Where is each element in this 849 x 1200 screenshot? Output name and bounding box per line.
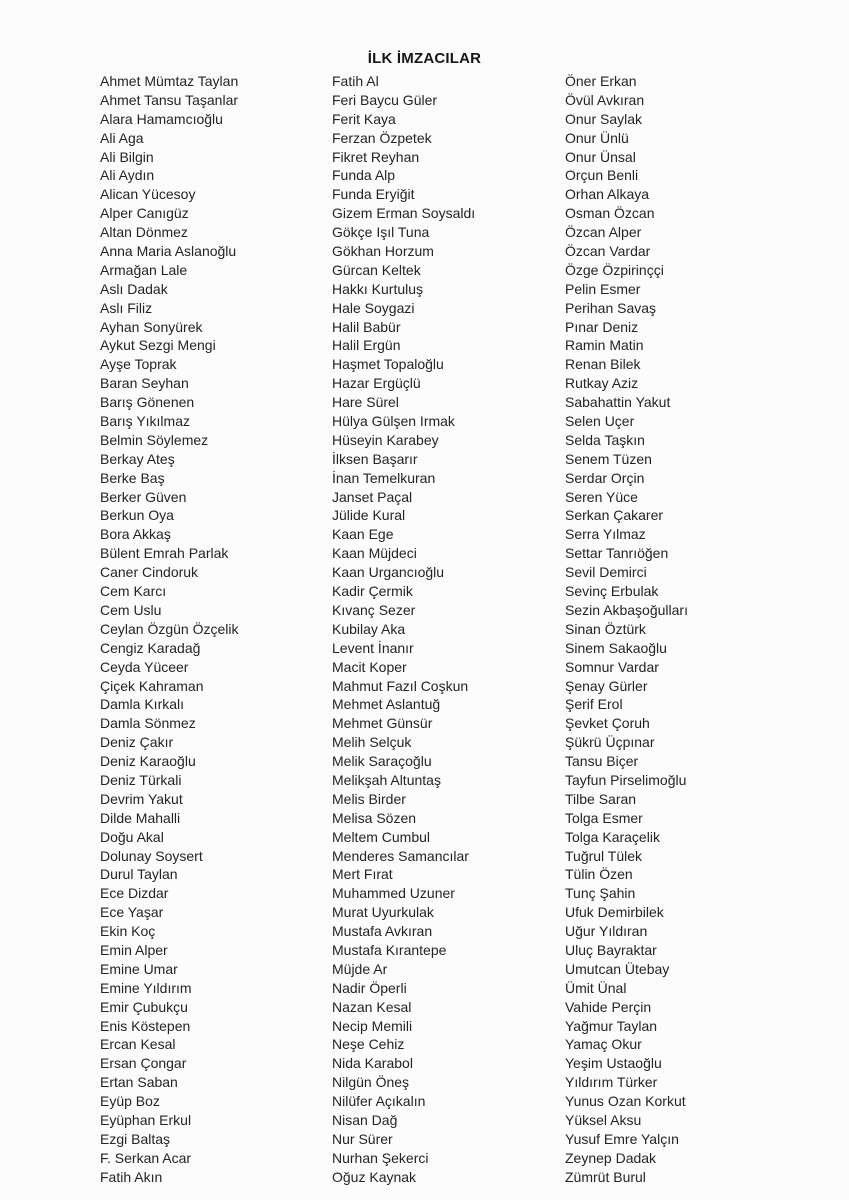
signatory-name: Gökçe Işıl Tuna: [332, 224, 430, 241]
signatory-name: Uğur Yıldıran: [565, 923, 648, 940]
signatory-name: Orhan Alkaya: [565, 186, 650, 203]
signatory-name: Ekin Koç: [100, 923, 156, 940]
signatory-name: Mahmut Fazıl Coşkun: [332, 677, 469, 694]
signatory-name: Barış Yıkılmaz: [100, 413, 190, 430]
signatory-name: Hazar Ergüçlü: [332, 375, 421, 392]
signatory-name: Özge Özpirinççi: [565, 261, 664, 278]
signatory-name: Şerif Erol: [565, 696, 623, 713]
signatory-name: Necip Memili: [332, 1017, 413, 1034]
signatory-name: Ceyda Yüceer: [100, 658, 189, 675]
signatory-name: Muhammed Uzuner: [332, 885, 455, 902]
signatory-name: Halil Ergün: [332, 337, 401, 354]
signatory-name: Sevinç Erbulak: [565, 583, 659, 600]
signatory-name: Gökhan Horzum: [332, 243, 434, 260]
signatory-name: Ertan Saban: [100, 1074, 178, 1091]
signatory-name: Kaan Ege: [332, 526, 394, 543]
signatory-name: Ceylan Özgün Özçelik: [100, 620, 239, 637]
signatory-name: Selda Taşkın: [565, 431, 645, 448]
signatory-name: Hüseyin Karabey: [332, 431, 439, 448]
signatory-name: Janset Paçal: [332, 488, 413, 505]
signatory-name: Yunus Ozan Korkut: [565, 1093, 686, 1110]
signatory-name: Orçun Benli: [565, 167, 639, 184]
signatory-name: Şevket Çoruh: [565, 715, 650, 732]
signatory-name: Yamaç Okur: [565, 1036, 642, 1053]
signatory-name: Berker Güven: [100, 488, 187, 505]
signatory-name: Alper Canıgüz: [100, 205, 189, 222]
signatory-name: Deniz Karaoğlu: [100, 753, 196, 770]
signatory-name: Barış Gönenen: [100, 394, 195, 411]
signatory-name: Rutkay Aziz: [565, 375, 639, 392]
signatory-name: Ferit Kaya: [332, 110, 396, 127]
signatory-name: Aslı Filiz: [100, 299, 153, 316]
signatory-name: Belmin Söylemez: [100, 431, 209, 448]
signatory-name: Eyüphan Erkul: [100, 1111, 192, 1128]
signatory-name: Zeynep Dadak: [565, 1149, 657, 1166]
signatory-name: Kadir Çermik: [332, 583, 413, 600]
signatory-name: Onur Saylak: [565, 110, 643, 127]
signatory-name: Nur Sürer: [332, 1130, 393, 1147]
signatory-name: Tuğrul Tülek: [565, 847, 643, 864]
signatory-name: Nilgün Öneş: [332, 1074, 410, 1091]
signatory-name: Tayfun Pirselimoğlu: [565, 771, 687, 788]
signatory-name: Levent İnanır: [332, 639, 414, 656]
signatory-name: Bülent Emrah Parlak: [100, 545, 229, 562]
signatory-name: Menderes Samancılar: [332, 847, 469, 864]
signatory-name: Hare Sürel: [332, 394, 399, 411]
signatory-name: Özcan Alper: [565, 224, 642, 241]
signatory-name: Övül Avkıran: [565, 91, 645, 108]
signatory-name: Sabahattin Yakut: [565, 394, 671, 411]
signatory-name: Sezin Akbaşoğulları: [565, 601, 688, 618]
signatory-name: Ece Yaşar: [100, 904, 164, 921]
signatory-name: Fikret Reyhan: [332, 148, 420, 165]
signatory-name: Mustafa Kırantepe: [332, 941, 447, 958]
signatories-column-2: [332, 72, 475, 1187]
signatory-name: Durul Taylan: [100, 866, 178, 883]
signatory-name: Yusuf Emre Yalçın: [565, 1130, 679, 1147]
page-title: İLK İMZACILAR: [367, 50, 482, 67]
signatory-name: Umutcan Ütebay: [565, 960, 670, 977]
signatory-name: Mustafa Avkıran: [332, 923, 433, 940]
signatory-name: Pınar Deniz: [565, 318, 639, 335]
signatory-name: Tunç Şahin: [565, 885, 636, 902]
signatory-name: Dolunay Soysert: [100, 847, 203, 864]
signatory-name: Ayhan Sonyürek: [100, 318, 203, 335]
signatory-name: Melis Birder: [332, 790, 406, 807]
signatory-name: Onur Ünlü: [565, 129, 629, 146]
signatory-name: Dilde Mahalli: [100, 809, 181, 826]
signatory-name: Yeşim Ustaoğlu: [565, 1055, 662, 1072]
signatory-name: Macit Koper: [332, 658, 407, 675]
signatory-name: Hale Soygazi: [332, 299, 415, 316]
signatory-name: Nida Karabol: [332, 1055, 413, 1072]
signatory-name: Bora Akkaş: [100, 526, 171, 543]
signatory-name: Çiçek Kahraman: [100, 677, 204, 694]
signatory-name: Cem Karcı: [100, 583, 167, 600]
signatory-name: Mert Fırat: [332, 866, 393, 883]
signatory-name: Nadir Öperli: [332, 979, 407, 996]
signatory-name: Tansu Biçer: [565, 753, 639, 770]
signatory-name: Renan Bilek: [565, 356, 641, 373]
signatory-name: Emir Çubukçu: [100, 998, 188, 1015]
signatory-name: Settar Tanrıöğen: [565, 545, 669, 562]
signatory-name: Tülin Özen: [565, 866, 633, 883]
signatory-name: Emin Alper: [100, 941, 168, 958]
signatory-name: Onur Ünsal: [565, 148, 636, 165]
signatory-name: Ufuk Demirbilek: [565, 904, 664, 921]
signatory-name: Anna Maria Aslanoğlu: [100, 243, 237, 260]
signatory-name: Kubilay Aka: [332, 620, 406, 637]
signatory-name: Ece Dizdar: [100, 885, 169, 902]
signatory-name: Ercan Kesal: [100, 1036, 176, 1053]
signatory-name: Ramin Matin: [565, 337, 644, 354]
signatory-name: Senem Tüzen: [565, 450, 652, 467]
signatory-name: Nilüfer Açıkalın: [332, 1093, 426, 1110]
signatory-name: Şükrü Üçpınar: [565, 734, 655, 751]
signatory-name: Sinan Öztürk: [565, 620, 646, 637]
signatory-name: Aykut Sezgi Mengi: [100, 337, 216, 354]
signatory-name: Müjde Ar: [332, 960, 388, 977]
signatory-name: Berke Baş: [100, 469, 165, 486]
signatory-name: Funda Eryiğit: [332, 186, 415, 203]
signatory-name: Enis Köstepen: [100, 1017, 191, 1034]
signatory-name: Zümrüt Burul: [565, 1168, 646, 1185]
signatory-name: Armağan Lale: [100, 261, 188, 278]
signatory-name: Şenay Gürler: [565, 677, 648, 694]
signatory-name: Ahmet Tansu Taşanlar: [100, 91, 239, 108]
signatory-name: Alara Hamamcıoğlu: [100, 110, 223, 127]
signatory-name: Emine Umar: [100, 960, 178, 977]
signatory-name: Deniz Türkali: [100, 771, 182, 788]
signatory-name: Deniz Çakır: [100, 734, 174, 751]
signatory-name: Serdar Orçin: [565, 469, 645, 486]
signatory-name: Gizem Erman Soysaldı: [332, 205, 476, 222]
signatory-name: Sevil Demirci: [565, 564, 647, 581]
signatories-column-1: [100, 72, 239, 1187]
signatory-name: Pelin Esmer: [565, 280, 641, 297]
signatory-name: Murat Uyurkulak: [332, 904, 434, 921]
signatory-name: Ali Aydın: [100, 167, 155, 184]
signatory-name: Öner Erkan: [565, 73, 637, 89]
signatory-name: Mehmet Günsür: [332, 715, 433, 732]
signatory-name: Özcan Vardar: [565, 243, 651, 260]
signatory-name: Selen Uçer: [565, 413, 635, 430]
signatory-name: Ali Bilgin: [100, 148, 154, 165]
signatory-name: Melisa Sözen: [332, 809, 417, 826]
signatory-name: Cengiz Karadağ: [100, 639, 201, 656]
signatory-name: Ersan Çongar: [100, 1055, 187, 1072]
signatory-name: Doğu Akal: [100, 828, 164, 845]
signatory-name: Hakkı Kurtuluş: [332, 280, 424, 297]
signatory-name: Kıvanç Sezer: [332, 601, 416, 618]
signatory-name: Funda Alp: [332, 167, 396, 184]
signatory-name: Damla Kırkalı: [100, 696, 185, 713]
signatory-name: Nazan Kesal: [332, 998, 412, 1015]
signatory-name: Vahide Perçin: [565, 998, 652, 1015]
signatory-name: Alican Yücesoy: [100, 186, 196, 203]
signatory-name: Yıldırım Türker: [565, 1074, 658, 1091]
signatory-name: Seren Yüce: [565, 488, 638, 505]
signatory-name: Sinem Sakaoğlu: [565, 639, 667, 656]
signatory-name: Cem Uslu: [100, 601, 162, 618]
signatory-name: Yağmur Taylan: [565, 1017, 658, 1034]
signatory-name: Tolga Esmer: [565, 809, 643, 826]
signatory-name: Ümit Ünal: [565, 979, 627, 996]
signatory-name: Tilbe Saran: [565, 790, 637, 807]
signatory-name: Kaan Müjdeci: [332, 545, 417, 562]
signatory-name: Gürcan Keltek: [332, 261, 421, 278]
signatory-name: Baran Seyhan: [100, 375, 189, 392]
signatory-name: F. Serkan Acar: [100, 1149, 192, 1166]
signatory-name: Tolga Karaçelik: [565, 828, 660, 845]
signatory-name: Meltem Cumbul: [332, 828, 431, 845]
signatory-name: Halil Babür: [332, 318, 401, 335]
signatory-name: Melik Saraçoğlu: [332, 753, 432, 770]
signatory-name: Somnur Vardar: [565, 658, 659, 675]
signatory-name: Melikşah Altuntaş: [332, 771, 441, 788]
signatory-name: Fatih Al: [332, 73, 379, 89]
signatory-name: Osman Özcan: [565, 205, 655, 222]
signatory-name: Neşe Cehiz: [332, 1036, 405, 1053]
signatory-name: Haşmet Topaloğlu: [332, 356, 444, 373]
signatory-name: İlksen Başarır: [332, 450, 418, 467]
signatory-name: Berkun Oya: [100, 507, 174, 524]
signatory-name: Melih Selçuk: [332, 734, 412, 751]
signatory-name: Serra Yılmaz: [565, 526, 646, 543]
signatory-name: Nisan Dağ: [332, 1111, 398, 1128]
signatory-name: Serkan Çakarer: [565, 507, 664, 524]
signatory-name: Oğuz Kaynak: [332, 1168, 417, 1185]
signatory-name: Altan Dönmez: [100, 224, 188, 241]
signatory-name: Devrim Yakut: [100, 790, 183, 807]
signatory-name: Perihan Savaş: [565, 299, 657, 316]
signatory-name: Aslı Dadak: [100, 280, 168, 297]
signatory-name: Berkay Ateş: [100, 450, 175, 467]
signatories-column-3: [565, 72, 688, 1187]
signatory-name: Ferzan Özpetek: [332, 129, 432, 146]
signatory-name: Yüksel Aksu: [565, 1111, 642, 1128]
signatory-name: Feri Baycu Güler: [332, 91, 438, 108]
signatory-name: Emine Yıldırım: [100, 979, 192, 996]
signatory-name: Mehmet Aslantuğ: [332, 696, 441, 713]
signatory-name: Ayşe Toprak: [100, 356, 177, 373]
signatory-name: Hülya Gülşen Irmak: [332, 413, 455, 430]
signatory-name: Jülide Kural: [332, 507, 406, 524]
signatory-name: Caner Cindoruk: [100, 564, 199, 581]
signatory-name: Damla Sönmez: [100, 715, 196, 732]
signatory-name: Nurhan Şekerci: [332, 1149, 429, 1166]
signatory-name: Kaan Urgancıoğlu: [332, 564, 445, 581]
signatory-name: Uluç Bayraktar: [565, 941, 657, 958]
signatory-name: Ezgi Baltaş: [100, 1130, 171, 1147]
signatory-name: Fatih Akın: [100, 1168, 163, 1185]
signatory-name: Ali Aga: [100, 129, 144, 146]
signatory-name: Eyüp Boz: [100, 1093, 160, 1110]
signatory-name: Ahmet Mümtaz Taylan: [100, 73, 239, 89]
signatory-name: İnan Temelkuran: [332, 469, 436, 486]
